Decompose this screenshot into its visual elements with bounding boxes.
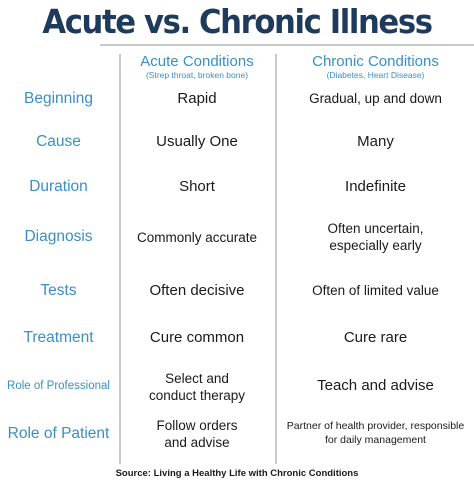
chronic-column-header bbox=[277, 53, 474, 80]
acute-cell: Cure common bbox=[149, 329, 245, 346]
row-label: Cause bbox=[36, 133, 81, 150]
row-label: Role of Professional bbox=[7, 380, 110, 392]
chronic-subheading: (Diabetes, Heart Disease) bbox=[326, 70, 425, 80]
acute-cell: Select and conduct therapy bbox=[148, 371, 246, 403]
acute-subheading: (Strep throat, broken bone) bbox=[145, 70, 249, 80]
column-divider-right bbox=[275, 54, 277, 464]
acute-cell: Commonly accurate bbox=[136, 230, 258, 245]
acute-heading: Acute Conditions bbox=[140, 53, 254, 70]
row-label: Role of Patient bbox=[7, 425, 110, 442]
chronic-cell: Gradual, up and down bbox=[309, 91, 442, 106]
chronic-cell: Teach and advise bbox=[317, 377, 434, 394]
title-divider bbox=[100, 44, 474, 46]
chronic-heading: Chronic Conditions bbox=[312, 53, 439, 70]
acute-cell: Follow orders and advise bbox=[156, 418, 238, 450]
chronic-cell: Often of limited value bbox=[312, 283, 439, 298]
acute-cell: Usually One bbox=[156, 133, 238, 150]
row-label: Duration bbox=[29, 178, 88, 195]
acute-column-header bbox=[121, 53, 273, 80]
chronic-cell: Many bbox=[357, 133, 394, 150]
chronic-cell: Partner of health provider, responsible for daily management bbox=[286, 420, 465, 446]
chronic-cell: Cure rare bbox=[343, 329, 408, 346]
row-label: Treatment bbox=[23, 329, 94, 346]
chronic-cell: Often uncertain, especially early bbox=[327, 221, 424, 253]
page-title: Acute vs. Chronic Illness bbox=[42, 2, 432, 41]
row-label: Beginning bbox=[24, 90, 93, 107]
acute-cell: Rapid bbox=[177, 90, 217, 107]
acute-cell: Short bbox=[179, 178, 215, 195]
row-label: Diagnosis bbox=[24, 228, 93, 245]
chronic-cell: Indefinite bbox=[345, 178, 406, 195]
row-label: Tests bbox=[40, 282, 77, 299]
acute-cell: Often decisive bbox=[149, 282, 245, 299]
source-citation: Source: Living a Healthy Life with Chronic Conditions bbox=[115, 468, 359, 479]
